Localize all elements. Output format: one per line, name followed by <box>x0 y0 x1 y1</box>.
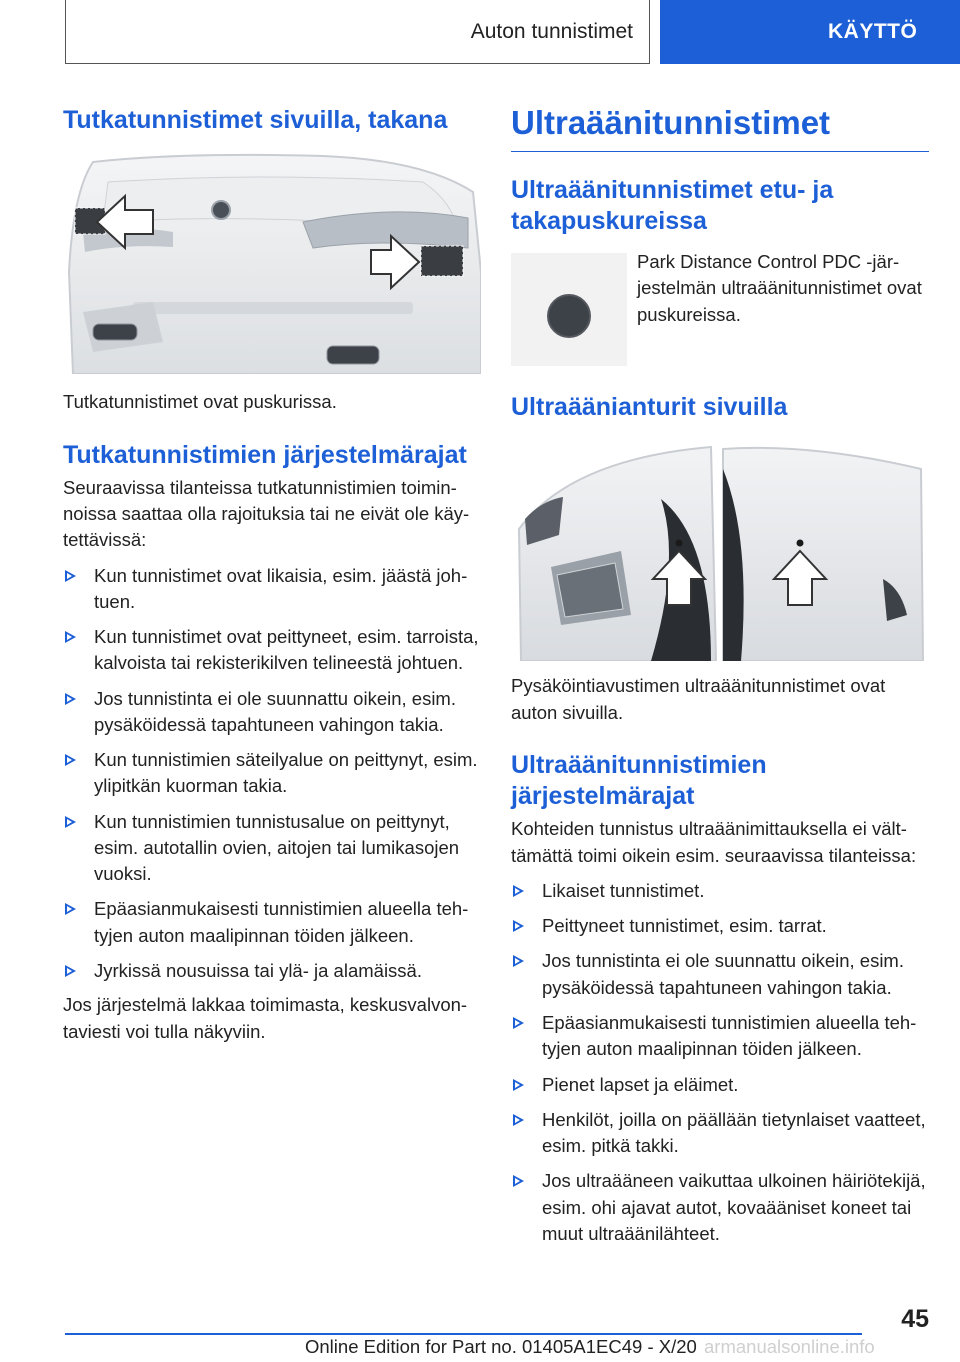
triangle-bullet-icon <box>65 903 76 915</box>
list-item: Epäasianmukaisesti tunnistimien alueella tehtyjen auton maalipinnan töiden jälkeen. <box>63 896 481 949</box>
triangle-bullet-icon <box>513 1114 524 1126</box>
pdc-row <box>511 253 929 366</box>
triangle-bullet-icon <box>513 1017 524 1029</box>
list-item: Jyrkissä nousuissa tai ylä- ja alamäissä. <box>63 958 481 984</box>
rear-figure-caption: Tutkatunnistimet ovat puskurissa. <box>63 391 337 413</box>
page-number: 45 <box>901 1305 929 1333</box>
section-title: Auton tunnistimet <box>470 19 633 43</box>
list-item: Jos tunnistinta ei ole suunnattu oikein, esim. pysäköidessä tapahtuneen vahingon takia. <box>511 948 929 1001</box>
list-item: Epäasianmukaisesti tunnistimien alueella tehtyjen auton maalipinnan töiden jälkeen. <box>511 1010 929 1063</box>
list-item: Peittyneet tunnistimet, esim. tarrat. <box>511 913 929 939</box>
heading-side-sensors: Ultraäänianturit sivuilla <box>511 393 788 422</box>
triangle-bullet-icon <box>65 570 76 582</box>
side-car-figure <box>511 439 929 661</box>
triangle-bullet-icon <box>513 955 524 967</box>
list-item: Kun tunnistimet ovat likaisia, esim. jäästä johtuen. <box>63 563 481 616</box>
triangle-bullet-icon <box>65 693 76 705</box>
left-column <box>63 96 481 1045</box>
rear-car-figure <box>63 152 481 374</box>
edition-note: Online Edition for Part no. 01405A1EC49 - X/20 <box>305 1336 697 1357</box>
watermark: armanualsonline.info <box>704 1336 875 1357</box>
chapter-title: KÄYTTÖ <box>828 20 918 43</box>
heading-radar-rear: Tutkatunnistimet sivuilla, takana <box>63 106 448 134</box>
right-column <box>511 96 929 1247</box>
list-item: Kun tunnistimien tunnistusalue on peittynyt, esim. autotallin ovien, aitojen tai lumikasojen vuoksi. <box>63 809 481 888</box>
ultrasonic-limits-intro: Kohteiden tunnistus ultraäänimittauksella ei välttämättä toimi oikein esim. seuraavissa tilanteissa: <box>511 818 917 866</box>
triangle-bullet-icon <box>513 1175 524 1187</box>
side-figure-caption: Pysäköintiavustimen ultraäänitunnistimet ovat auton sivuilla. <box>511 675 886 723</box>
side-car-illustration <box>511 439 929 661</box>
list-item: Jos tunnistinta ei ole suunnattu oikein, esim. pysäköidessä tapahtuneen vahingon takia. <box>63 686 481 739</box>
list-item: Jos ultraääneen vaikuttaa ulkoinen häiriötekijä, esim. ohi ajavat autot, kovaääniset koneet tai muut ultraäänilähteet. <box>511 1168 929 1247</box>
list-item: Likaiset tunnistimet. <box>511 878 929 904</box>
list-item: Kun tunnistimien säteilyalue on peittynyt, esim. ylipitkän kuorman takia. <box>63 747 481 800</box>
pdc-description: Park Distance Control PDC -järjestelmän ultraäänitunnistimet ovat puskureissa. <box>637 251 922 325</box>
list-item: Pienet lapset ja eläimet. <box>511 1072 929 1098</box>
triangle-bullet-icon <box>65 816 76 828</box>
radar-limits-intro: Seuraavissa tilanteissa tutkatunnistimien toiminnoissa saattaa olla rajoituksia tai ne eivät ole käytettävissä: <box>63 476 470 551</box>
running-header <box>65 0 650 64</box>
list-item: Henkilöt, joilla on päällään tietynlaiset vaatteet, esim. pitkä takki. <box>511 1107 929 1160</box>
footer-rule <box>65 1333 862 1335</box>
list-item: Kun tunnistimet ovat peittyneet, esim. tarroista, kalvoista tai rekisterikilven telineestä johtuen. <box>63 624 481 677</box>
page-title: Ultraäänitunnistimet <box>511 103 929 152</box>
sensor-illustration <box>511 253 627 366</box>
heading-ultrasonic-limits: Ultraäänitunnistimien järjestelmärajat <box>511 750 767 811</box>
triangle-bullet-icon <box>513 920 524 932</box>
chapter-tab <box>660 0 960 64</box>
triangle-bullet-icon <box>65 631 76 643</box>
triangle-bullet-icon <box>65 754 76 766</box>
ultrasonic-sensor-icon <box>547 294 591 338</box>
triangle-bullet-icon <box>513 1079 524 1091</box>
triangle-bullet-icon <box>513 885 524 897</box>
triangle-bullet-icon <box>65 965 76 977</box>
radar-limits-list <box>63 563 481 985</box>
heading-radar-limits: Tutkatunnistimien järjestelmärajat <box>63 440 467 469</box>
radar-outro: Jos järjestelmä lakkaa toimimasta, keskusvalvontaviesti voi tulla näkyviin. <box>63 994 468 1042</box>
rear-car-illustration <box>63 152 481 374</box>
ultrasonic-limits-list <box>511 878 929 1247</box>
heading-front-rear-sensors: Ultraäänitunnistimet etu- ja takapuskureissa <box>511 175 834 235</box>
